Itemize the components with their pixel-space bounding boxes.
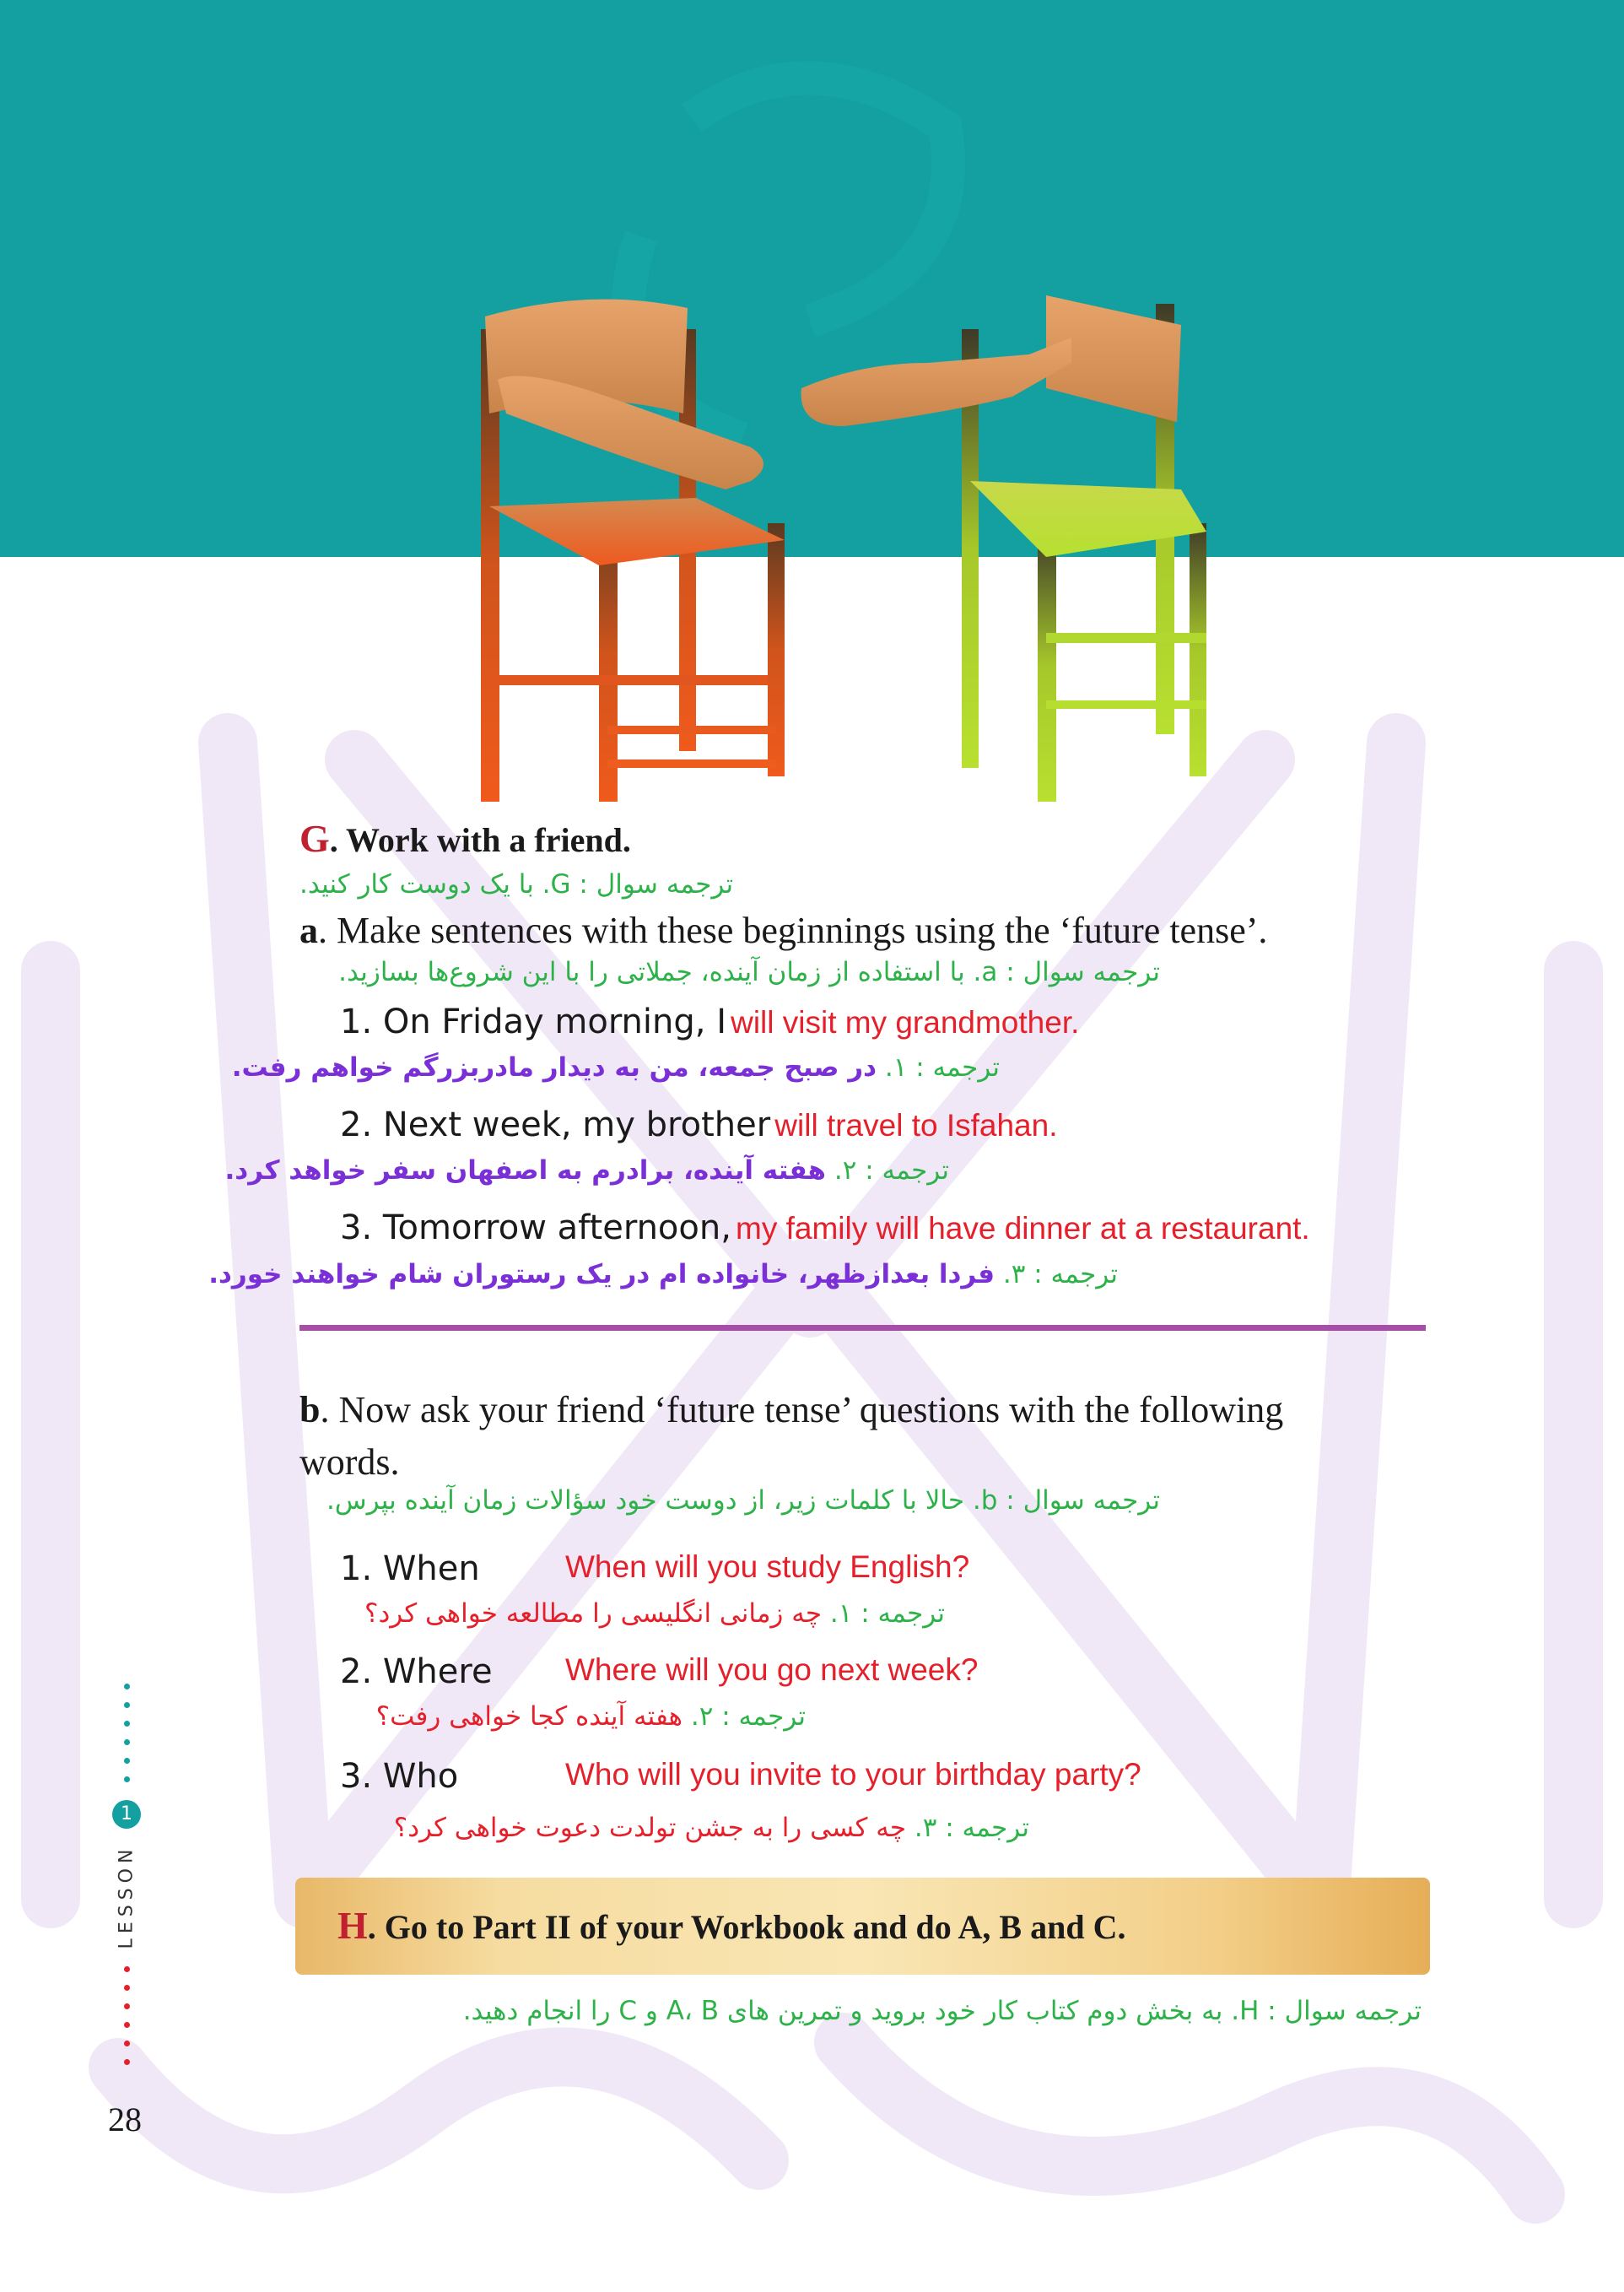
section-h-heading — [337, 1903, 1126, 1948]
part-a-instruction — [299, 909, 1267, 952]
part-a-item-1-tr-text: در صبح جمعه، من به دیدار مادربزرگم خواهم رفت. — [231, 1052, 877, 1083]
section-h-translation-text: ترجمه سوال : H. به بخش دوم کتاب کار خود بروید و تمرین های A، B و C را انجام دهید. — [462, 1996, 1422, 2026]
part-a-item-2 — [340, 1105, 1058, 1144]
dot — [124, 1758, 130, 1764]
part-a-item-2-tr-text: هفته آینده، برادرم به اصفهان سفر خواهد کرد. — [224, 1155, 827, 1186]
part-b-item-3-translation — [299, 1813, 1029, 1843]
part-b-item-2-prompt: 2. Where — [340, 1652, 493, 1691]
part-a-item-1-answer: will visit my grandmother. — [731, 1005, 1080, 1040]
part-b-item-3-tr-label: ترجمه : ۳. — [914, 1813, 1029, 1843]
part-a-item-3-answer: my family will have dinner at a restaurant. — [736, 1211, 1310, 1246]
section-g-title: . Work with a friend. — [329, 821, 631, 859]
part-b-item-1-translation — [299, 1598, 945, 1629]
part-a-item-2-answer: will travel to Isfahan. — [774, 1108, 1058, 1143]
part-b-item-3-answer: Who will you invite to your birthday party? — [565, 1757, 1141, 1792]
chairs-illustration — [472, 287, 1232, 810]
dot — [124, 1721, 130, 1727]
part-b-item-3-prompt: 3. Who — [340, 1757, 459, 1796]
green-chair — [801, 295, 1206, 802]
dot — [124, 2041, 130, 2046]
part-a-item-3-translation — [208, 1259, 1118, 1289]
section-g-translation: ترجمه سوال : G. با یک دوست کار کنید. — [299, 869, 734, 900]
section-divider — [299, 1325, 1426, 1331]
part-b-item-3-tr-text: چه کسی را به جشن تولدت دعوت خواهی کرد؟ — [393, 1813, 907, 1843]
section-h-letter: H — [337, 1904, 368, 1947]
lesson-label: LESSON — [116, 1844, 138, 1949]
dot — [124, 2022, 130, 2028]
part-b-item-1-tr-label: ترجمه : ۱. — [829, 1598, 945, 1629]
part-a-item-2-prompt: 2. Next week, my brother — [340, 1105, 771, 1144]
part-b-letter: b — [299, 1389, 321, 1430]
part-b-text-line1: . Now ask your friend ‘future tense’ questions with the following — [320, 1389, 1284, 1430]
part-a-item-1-translation — [231, 1052, 1000, 1083]
orange-chair — [481, 300, 785, 802]
lesson-sidebar — [101, 1684, 152, 2122]
part-a-item-2-translation — [224, 1155, 949, 1186]
dot — [124, 1702, 130, 1708]
part-b-text-line2: words. — [299, 1441, 400, 1483]
part-a-letter: a — [299, 910, 318, 951]
part-a-item-1 — [340, 1003, 1079, 1041]
dot — [124, 2059, 130, 2065]
part-a-item-3-tr-text: فردا بعدازظهر، خانواده ام در یک رستوران شام خواهند خورد. — [208, 1259, 995, 1289]
part-a-item-3-tr-label: ترجمه : ۳. — [1002, 1259, 1118, 1289]
lesson-number-badge: 1 — [112, 1800, 141, 1829]
part-b-item-1-answer: When will you study English? — [565, 1549, 970, 1584]
part-b-item-2-tr-label: ترجمه : ۲. — [690, 1701, 806, 1732]
section-g-letter: G — [299, 817, 330, 860]
part-a-translation: ترجمه سوال : a. با استفاده از زمان آینده، جملاتی را با این شروع‌ها بسازید. — [338, 957, 1160, 987]
part-a-item-1-prompt: 1. On Friday morning, I — [340, 1003, 726, 1041]
part-b-item-1-tr-text: چه زمانی انگلیسی را مطالعه خواهی کرد؟ — [364, 1598, 823, 1629]
part-a-item-3-prompt: 3. Tomorrow afternoon, — [340, 1208, 731, 1247]
part-a-text: . Make sentences with these beginnings using the ‘future tense’. — [318, 910, 1268, 951]
part-b-instruction — [299, 1384, 1447, 1489]
part-b-item-2-tr-text: هفته آینده کجا خواهی رفت؟ — [375, 1701, 683, 1732]
dot — [124, 1684, 130, 1689]
section-g-heading — [299, 816, 631, 861]
part-b-item-1-prompt: 1. When — [340, 1549, 480, 1588]
page-number: 28 — [108, 2100, 142, 2138]
section-h-translation — [299, 1996, 1422, 2026]
part-a-item-3 — [340, 1208, 1310, 1247]
dot — [124, 1776, 130, 1782]
part-a-item-1-tr-label: ترجمه : ۱. — [884, 1052, 1000, 1083]
dot — [124, 1739, 130, 1745]
section-h-title: . Go to Part II of your Workbook and do A, B and C. — [367, 1908, 1126, 1946]
part-b-item-2-answer: Where will you go next week? — [565, 1652, 979, 1687]
dot — [124, 2003, 130, 2009]
dot — [124, 1985, 130, 1991]
part-b-item-2-translation — [299, 1701, 806, 1732]
dot — [124, 1966, 130, 1972]
part-a-item-2-tr-label: ترجمه : ۲. — [834, 1155, 949, 1186]
part-b-translation: ترجمه سوال : b. حالا با کلمات زیر، از دوست خود سؤالات زمان آینده بپرس. — [326, 1485, 1160, 1516]
